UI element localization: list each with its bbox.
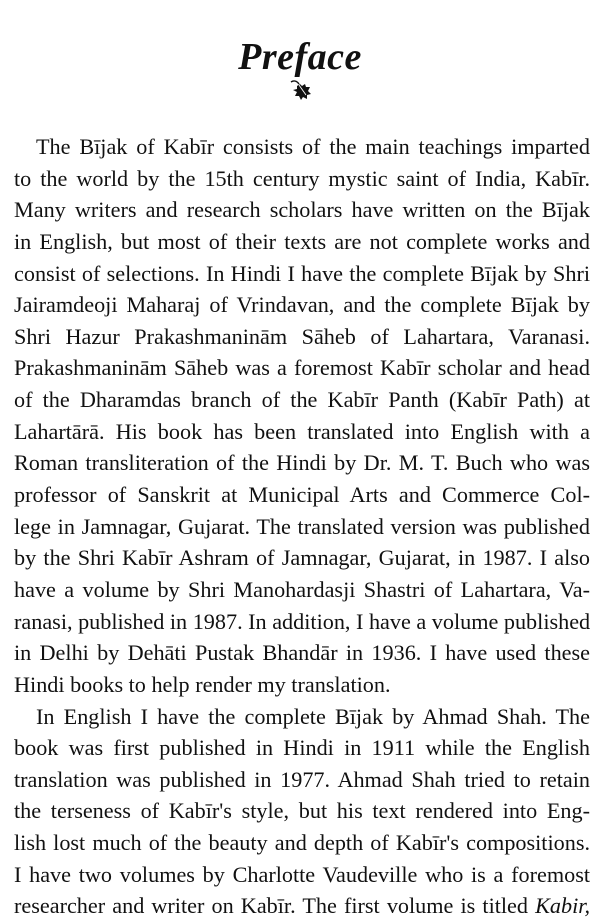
text-line: Many writers and research scholars have written on the Bījak	[14, 197, 590, 223]
text-line: lege in Jamnagar, Gujarat. The translated version was published	[14, 513, 590, 539]
text-line: by the Shri Kabīr Ashram of Jamnagar, Gujarat, in 1987. I also	[14, 545, 590, 571]
text-line-with-italic	[14, 890, 590, 922]
preface-body	[14, 131, 590, 922]
text-line: in Delhi by Dehāti Pustak Bhandār in 1936. I have used these	[14, 640, 590, 666]
text-line: The Bījak of Kabīr consists of the main teachings imparted	[36, 134, 590, 159]
text-line: ranasi, published in 1987. In addition, I have a volume published	[14, 608, 591, 634]
text-line: I have two volumes by Charlotte Vaudeville who is a foremost	[14, 861, 590, 887]
text-line: Hindi books to help render my translation.	[14, 671, 391, 697]
text-run: researcher and writer on Kabīr. The first volume is titled	[14, 893, 528, 919]
text-line: book was first published in Hindi in 1911 while the English	[14, 735, 590, 761]
text-line: Jairamdeoji Maharaj of Vrindavan, and the complete Bījak by	[14, 292, 590, 318]
text-line: Lahartārā. His book has been translated into English with a	[14, 418, 590, 444]
text-line: Roman transliteration of the Hindi by Dr. M. T. Buch who was	[14, 450, 590, 476]
text-line: Prakashmaninām Sāheb was a foremost Kabīr scholar and head	[14, 355, 590, 381]
text-line: professor of Sanskrit at Municipal Arts and Commerce Col-	[14, 482, 590, 508]
text-line: consist of selections. In Hindi I have the complete Bījak by Shri	[14, 260, 590, 286]
text-line: to the world by the 15th century mystic saint of India, Kabīr.	[14, 165, 590, 191]
book-title-italic: Kabir,	[535, 893, 590, 919]
text-line: translation was published in 1977. Ahmad Shah tried to retain	[14, 766, 590, 792]
text-line: In English I have the complete Bījak by Ahmad Shah. The	[36, 703, 590, 729]
text-line: lish lost much of the beauty and depth of Kabīr's compositions.	[14, 830, 590, 856]
text-line: have a volume by Shri Manohardasji Shastri of Lahartara, Va-	[14, 576, 590, 602]
leaf-ornament-icon	[289, 78, 313, 102]
text-line: in English, but most of their texts are not complete works and	[14, 228, 590, 254]
text-line: of the Dharamdas branch of the Kabīr Panth (Kabīr Path) at	[14, 387, 590, 413]
page-title: Preface	[238, 36, 362, 79]
text-line: the terseness of Kabīr's style, but his text rendered into Eng-	[14, 798, 590, 824]
text-line: Shri Hazur Prakashmaninām Sāheb of Lahartara, Varanasi.	[14, 323, 590, 349]
